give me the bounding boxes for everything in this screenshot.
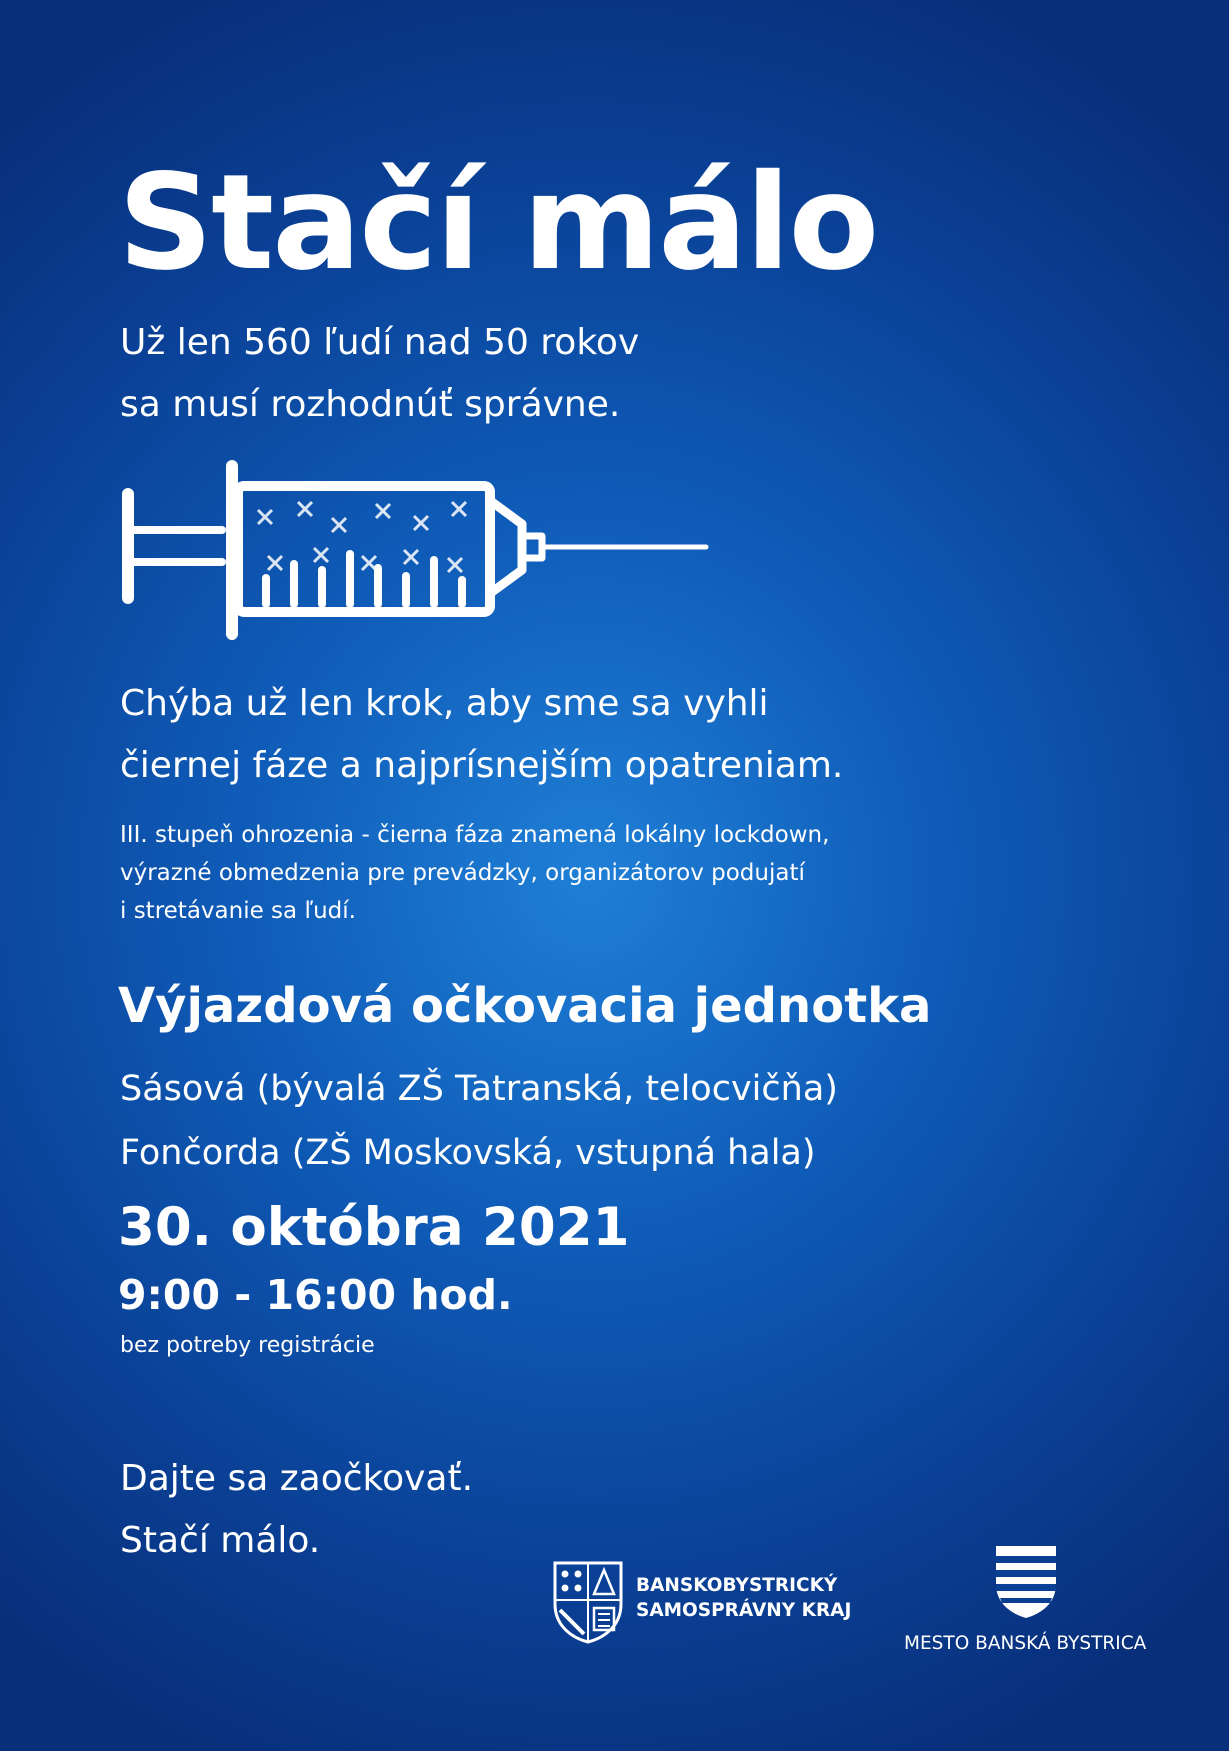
note-line: výrazné obmedzenia pre prevádzky, organizátorov podujatí: [120, 860, 805, 886]
location-item: Fončorda (ZŠ Moskovská, vstupná hala): [120, 1133, 816, 1173]
event-time: 9:00 - 16:00 hod.: [118, 1271, 513, 1319]
closing-line: Stačí málo.: [120, 1520, 321, 1561]
no-registration-note: bez potreby registrácie: [120, 1333, 375, 1358]
region-logo-text: [636, 1573, 851, 1623]
event-date: 30. októbra 2021: [118, 1197, 630, 1258]
location-item: Sásová (bývalá ZŠ Tatranská, telocvičňa): [120, 1069, 838, 1109]
lead-text: [120, 673, 843, 797]
city-crest-icon: [994, 1544, 1058, 1620]
threat-note: [120, 816, 829, 930]
subtitle-line: sa musí rozhodnúť správne.: [120, 384, 621, 425]
region-logo-line: BANSKOBYSTRICKÝ: [636, 1575, 838, 1596]
subtitle: [120, 312, 639, 436]
closing-text: [120, 1448, 473, 1572]
syringe-icon: [118, 458, 718, 642]
subtitle-line: Už len 560 ľudí nad 50 rokov: [120, 322, 640, 363]
locations: [120, 1057, 838, 1185]
closing-line: Dajte sa zaočkovať.: [120, 1458, 474, 1499]
region-logo-line: SAMOSPRÁVNY KRAJ: [636, 1600, 852, 1621]
lead-line: čiernej fáze a najprísnejším opatreniam.: [120, 745, 844, 786]
vaccination-unit-title: Výjazdová očkovacia jednotka: [118, 978, 932, 1034]
headline: Stačí málo: [118, 146, 878, 300]
note-line: i stretávanie sa ľudí.: [120, 898, 356, 924]
region-crest-icon: [552, 1560, 624, 1644]
lead-line: Chýba už len krok, aby sme sa vyhli: [120, 683, 769, 724]
city-logo-text: MESTO BANSKÁ BYSTRICA: [904, 1633, 1147, 1654]
note-line: III. stupeň ohrozenia - čierna fáza znamená lokálny lockdown,: [120, 822, 830, 848]
